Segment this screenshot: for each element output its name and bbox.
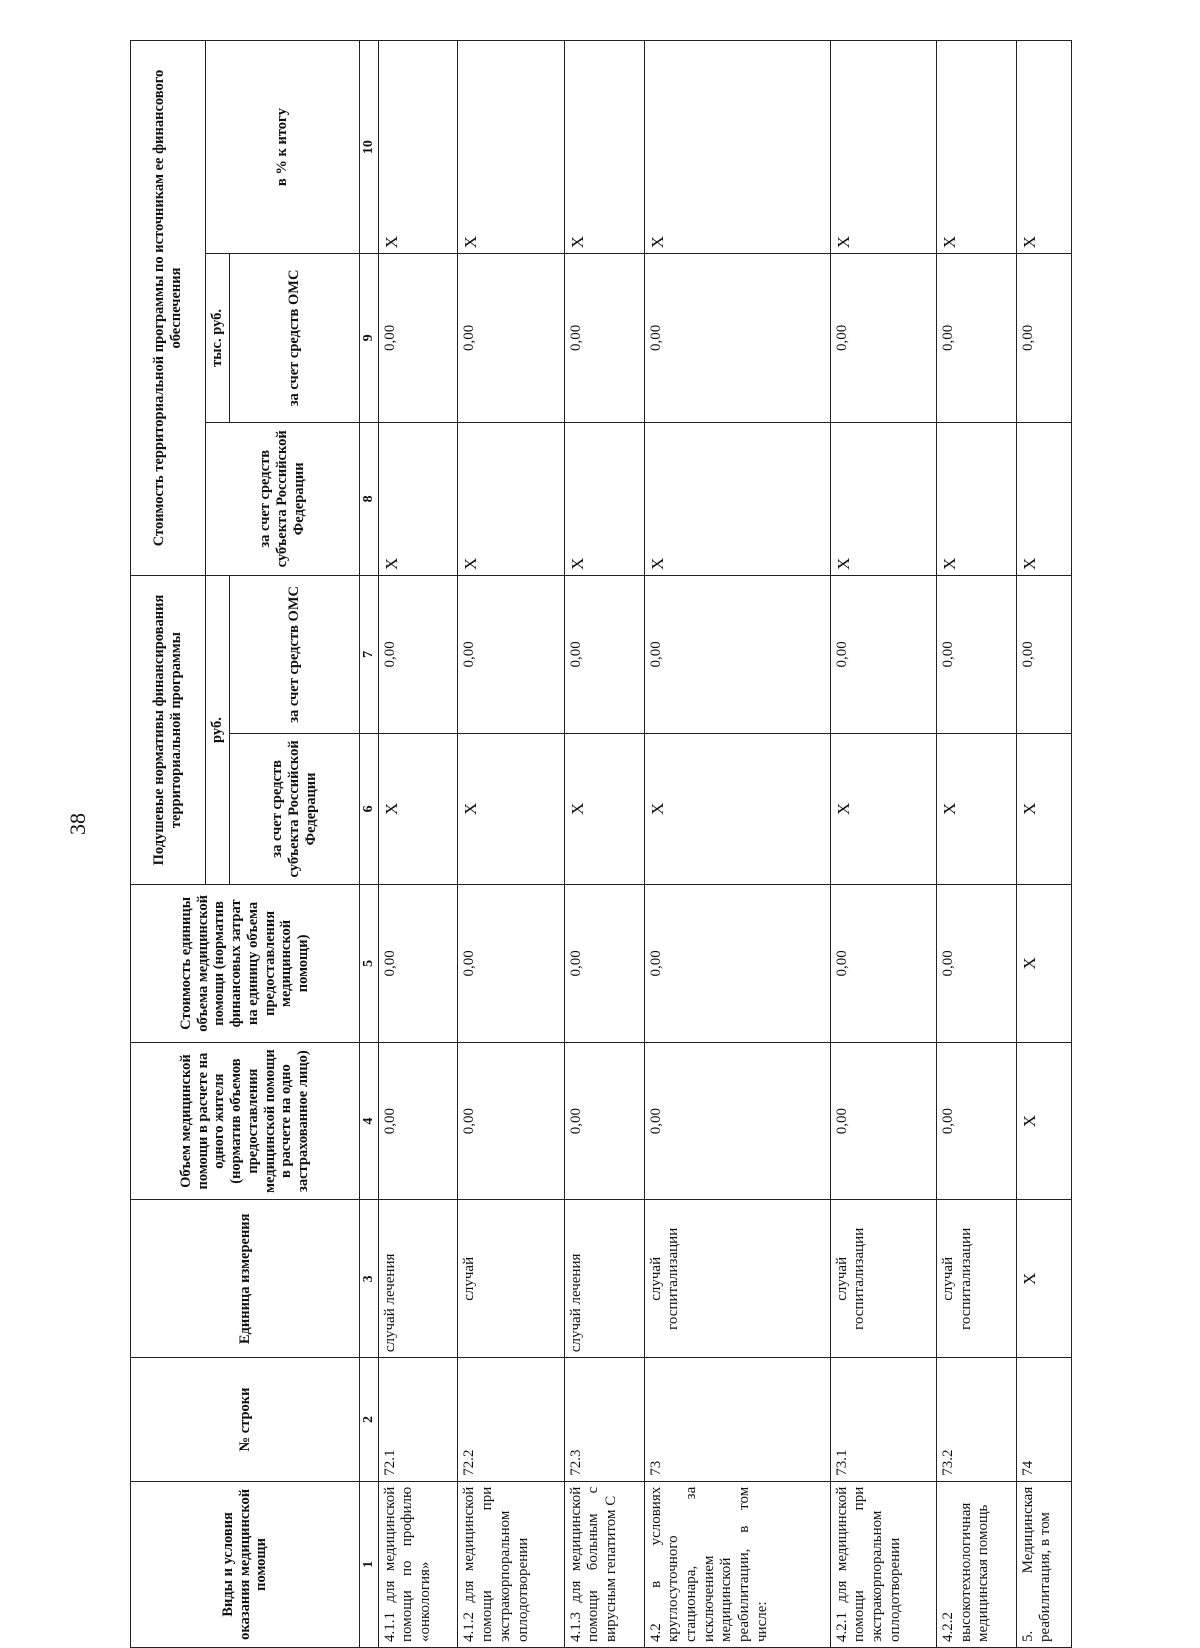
financing-table <box>130 40 1072 1648</box>
table-row <box>830 41 936 1648</box>
col-number: 8 <box>359 422 378 575</box>
row-volume: X <box>1016 1042 1071 1200</box>
row-volume: 0,00 <box>378 1042 458 1200</box>
row-unit: случай госпитализации <box>830 1200 936 1358</box>
row-unit: случай лечения <box>378 1200 458 1358</box>
col-number: 6 <box>359 733 378 884</box>
row-volume: 0,00 <box>936 1042 1016 1200</box>
row-volume: 0,00 <box>830 1042 936 1200</box>
header-oms-7: за счет средств ОМС <box>229 576 359 734</box>
header-cost-total-group: Стоимость территориальной программы по источникам ее финансового обеспечения <box>131 41 206 576</box>
header-oms-9: за счет средств ОМС <box>229 254 359 422</box>
row-percapita-oms: 0,00 <box>830 576 936 734</box>
row-percapita-oms: 0,00 <box>458 576 564 734</box>
row-number: 72.1 <box>378 1358 458 1482</box>
row-percapita-subject: X <box>830 733 936 884</box>
row-total-oms: 0,00 <box>644 254 830 422</box>
row-total-oms: 0,00 <box>564 254 644 422</box>
header-subject-6: за счет средств субъекта Российской Федерации <box>229 733 359 884</box>
header-volume: Объем медицинской помощи в расчете на одного жителя (норматив объемов предоставления медицинской помощи в расчете на одно застрахованное лицо) <box>131 1042 360 1200</box>
row-total-oms: 0,00 <box>1016 254 1071 422</box>
header-percapita-unit: руб. <box>206 576 230 885</box>
row-total-oms: 0,00 <box>378 254 458 422</box>
row-total-oms: 0,00 <box>458 254 564 422</box>
header-unit: Единица измерения <box>131 1200 360 1358</box>
header-percent: в % к итогу <box>206 41 360 254</box>
row-percent: X <box>936 41 1016 254</box>
table-row <box>564 41 644 1648</box>
row-total-subject: X <box>936 422 1016 575</box>
header-row-1 <box>131 41 206 1648</box>
row-unit-cost: 0,00 <box>458 885 564 1043</box>
row-number: 74 <box>1016 1358 1071 1482</box>
col-number: 5 <box>359 885 378 1043</box>
row-percapita-oms: 0,00 <box>936 576 1016 734</box>
row-number: 72.3 <box>564 1358 644 1482</box>
table-row <box>644 41 830 1648</box>
row-percapita-oms: 0,00 <box>644 576 830 734</box>
header-row-no: № строки <box>131 1358 360 1482</box>
row-volume: 0,00 <box>458 1042 564 1200</box>
row-volume: 0,00 <box>564 1042 644 1200</box>
row-total-subject: X <box>644 422 830 575</box>
table-row <box>936 41 1016 1648</box>
header-cost-total-unit: тыс. руб. <box>206 254 230 422</box>
column-numbers-row <box>359 41 378 1648</box>
row-percent: X <box>458 41 564 254</box>
header-kinds: Виды и условия оказания медицинской помощи <box>131 1481 360 1647</box>
row-kind-name: 4.1.1 для медицинской помощи по профилю «онкология» <box>378 1481 458 1647</box>
row-percent: X <box>564 41 644 254</box>
row-percapita-oms: 0,00 <box>1016 576 1071 734</box>
row-total-subject: X <box>378 422 458 575</box>
row-unit-cost: 0,00 <box>378 885 458 1043</box>
row-percent: X <box>830 41 936 254</box>
col-number: 3 <box>359 1200 378 1358</box>
page-number: 38 <box>65 813 90 835</box>
row-unit-cost: 0,00 <box>644 885 830 1043</box>
row-unit: случай госпитализации <box>644 1200 830 1358</box>
table-row <box>458 41 564 1648</box>
row-number: 73.1 <box>830 1358 936 1482</box>
row-total-oms: 0,00 <box>936 254 1016 422</box>
row-percent: X <box>644 41 830 254</box>
header-subject-8: за счет средств субъекта Российской Федерации <box>206 422 360 575</box>
row-number: 73.2 <box>936 1358 1016 1482</box>
row-kind-name: 4.2 в условиях круглосуточного стационара, за исключением медицинской реабилитации, в том числе: <box>644 1481 830 1647</box>
col-number: 7 <box>359 576 378 734</box>
col-number: 2 <box>359 1358 378 1482</box>
row-unit-cost: 0,00 <box>564 885 644 1043</box>
row-total-oms: 0,00 <box>830 254 936 422</box>
row-unit-cost: X <box>1016 885 1071 1043</box>
row-unit-cost: 0,00 <box>936 885 1016 1043</box>
rotated-page-content <box>130 40 1072 1648</box>
header-unit-cost: Стоимость единицы объема медицинской помощи (норматив финансовых затрат на единицу объема предоставления медицинской помощи) <box>131 885 360 1043</box>
row-percapita-subject: X <box>644 733 830 884</box>
table-row <box>378 41 458 1648</box>
col-number: 4 <box>359 1042 378 1200</box>
row-unit-cost: 0,00 <box>830 885 936 1043</box>
row-percent: X <box>378 41 458 254</box>
row-total-subject: X <box>1016 422 1071 575</box>
row-percapita-oms: 0,00 <box>378 576 458 734</box>
row-percapita-subject: X <box>458 733 564 884</box>
row-total-subject: X <box>458 422 564 575</box>
row-number: 72.2 <box>458 1358 564 1482</box>
row-total-subject: X <box>830 422 936 575</box>
row-total-subject: X <box>564 422 644 575</box>
row-percapita-subject: X <box>1016 733 1071 884</box>
col-number: 1 <box>359 1481 378 1647</box>
header-percapita-group: Подушевые нормативы финансирования территориальной программы <box>131 576 206 885</box>
row-percent: X <box>1016 41 1071 254</box>
row-kind-name: 5. Медицинская реабилитация, в том <box>1016 1481 1071 1647</box>
row-volume: 0,00 <box>644 1042 830 1200</box>
row-kind-name: 4.1.3 для медицинской помощи больным с вирусным гепатитом С <box>564 1481 644 1647</box>
row-percapita-oms: 0,00 <box>564 576 644 734</box>
row-kind-name: 4.2.1 для медицинской помощи при экстракорпоральном оплодотворении <box>830 1481 936 1647</box>
col-number: 9 <box>359 254 378 422</box>
row-percapita-subject: X <box>564 733 644 884</box>
table-row <box>1016 41 1071 1648</box>
col-number: 10 <box>359 41 378 254</box>
row-percapita-subject: X <box>936 733 1016 884</box>
row-number: 73 <box>644 1358 830 1482</box>
row-percapita-subject: X <box>378 733 458 884</box>
row-kind-name: 4.1.2 для медицинской помощи при экстракорпоральном оплодотворении <box>458 1481 564 1647</box>
row-unit: случай госпитализации <box>936 1200 1016 1358</box>
row-kind-name: 4.2.2 высокотехнологичная медицинская помощь <box>936 1481 1016 1647</box>
row-unit: X <box>1016 1200 1071 1358</box>
row-unit: случай лечения <box>564 1200 644 1358</box>
row-unit: случай <box>458 1200 564 1358</box>
